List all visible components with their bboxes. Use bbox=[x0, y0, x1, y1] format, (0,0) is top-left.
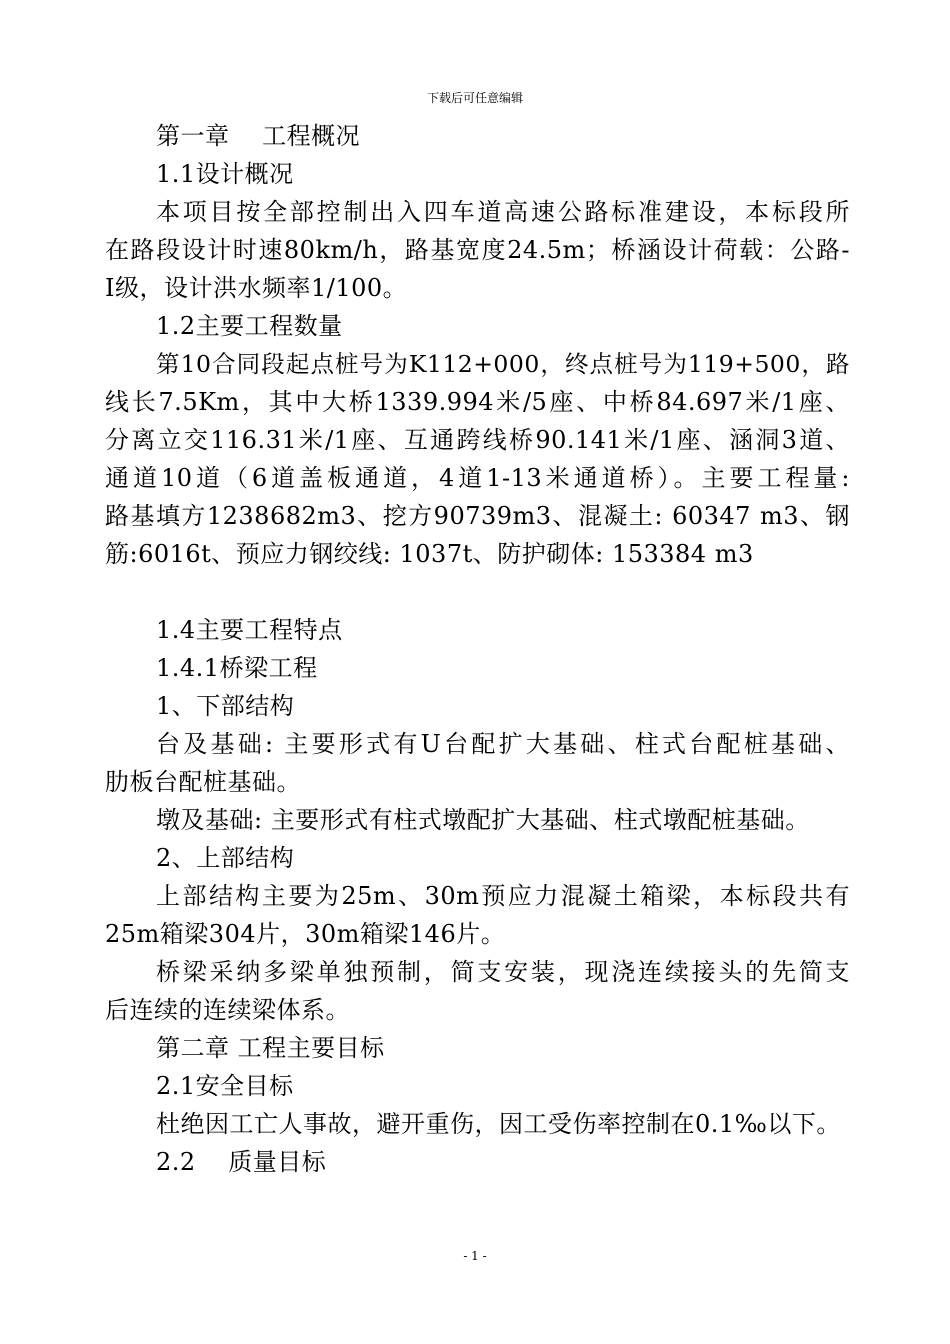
section-1-2-heading: 1.2主要工程数量 bbox=[156, 312, 343, 340]
paragraph-line: 25m箱梁304片，30m箱梁146片。 bbox=[105, 920, 506, 948]
chapter-2-heading: 第二章 工程主要目标 bbox=[156, 1034, 385, 1062]
subheading-substructure: 1、下部结构 bbox=[156, 692, 295, 720]
paragraph-line: 墩及基础: 主要形式有柱式墩配扩大基础、柱式墩配桩基础。 bbox=[156, 806, 810, 834]
paragraph-line: 第10合同段起点桩号为K112+000，终点桩号为119+500，路 bbox=[156, 350, 850, 378]
paragraph-line: 上部结构主要为25m、30m预应力混凝土箱梁，本标段共有 bbox=[156, 882, 850, 910]
chapter-1-heading: 第一章 工程概况 bbox=[156, 122, 361, 150]
paragraph-line: 在路段设计时速80km/h，路基宽度24.5m；桥涵设计荷载：公路- bbox=[105, 236, 850, 264]
section-1-4-1-heading: 1.4.1桥梁工程 bbox=[156, 654, 318, 682]
blank-line bbox=[105, 573, 850, 611]
paragraph-line: 肋板台配桩基础。 bbox=[105, 768, 301, 796]
section-1-4-heading: 1.4主要工程特点 bbox=[156, 616, 343, 644]
section-2-2-heading: 2.2 质量目标 bbox=[156, 1148, 327, 1176]
page-number: - 1 - bbox=[463, 1249, 487, 1263]
document-body bbox=[105, 117, 850, 1181]
paragraph-line: 本项目按全部控制出入四车道高速公路标准建设，本标段所 bbox=[156, 198, 850, 226]
paragraph-line: 线长7.5Km，其中大桥1339.994米/5座、中桥84.697米/1座、 bbox=[105, 388, 850, 416]
paragraph-line: 通道10道（6道盖板通道，4道1-13米通道桥）。主要工程量: bbox=[105, 464, 850, 492]
paragraph-line: 筋:6016t、预应力钢绞线: 1037t、防护砌体: 153384 m3 bbox=[105, 540, 754, 568]
paragraph-line: Ⅰ级，设计洪水频率1/100。 bbox=[105, 274, 408, 302]
paragraph-line: 台及基础: 主要形式有U台配扩大基础、柱式台配桩基础、 bbox=[156, 730, 850, 758]
section-2-1-heading: 2.1安全目标 bbox=[156, 1072, 294, 1100]
header-note: 下载后可任意编辑 bbox=[426, 91, 523, 105]
paragraph-line: 后连续的连续梁体系。 bbox=[105, 996, 350, 1024]
paragraph-line: 路基填方1238682m3、挖方90739m3、混凝土: 60347 m3、钢 bbox=[105, 502, 850, 530]
paragraph-line: 杜绝因工亡人事故，避开重伤，因工受伤率控制在0.1‰以下。 bbox=[156, 1110, 841, 1138]
paragraph-line: 分离立交116.31米/1座、互通跨线桥90.141米/1座、涵洞3道、 bbox=[105, 426, 850, 454]
subheading-superstructure: 2、上部结构 bbox=[156, 844, 295, 872]
paragraph-line: 桥梁采纳多梁单独预制，简支安装，现浇连续接头的先简支 bbox=[156, 958, 850, 986]
section-1-1-heading: 1.1设计概况 bbox=[156, 160, 294, 188]
